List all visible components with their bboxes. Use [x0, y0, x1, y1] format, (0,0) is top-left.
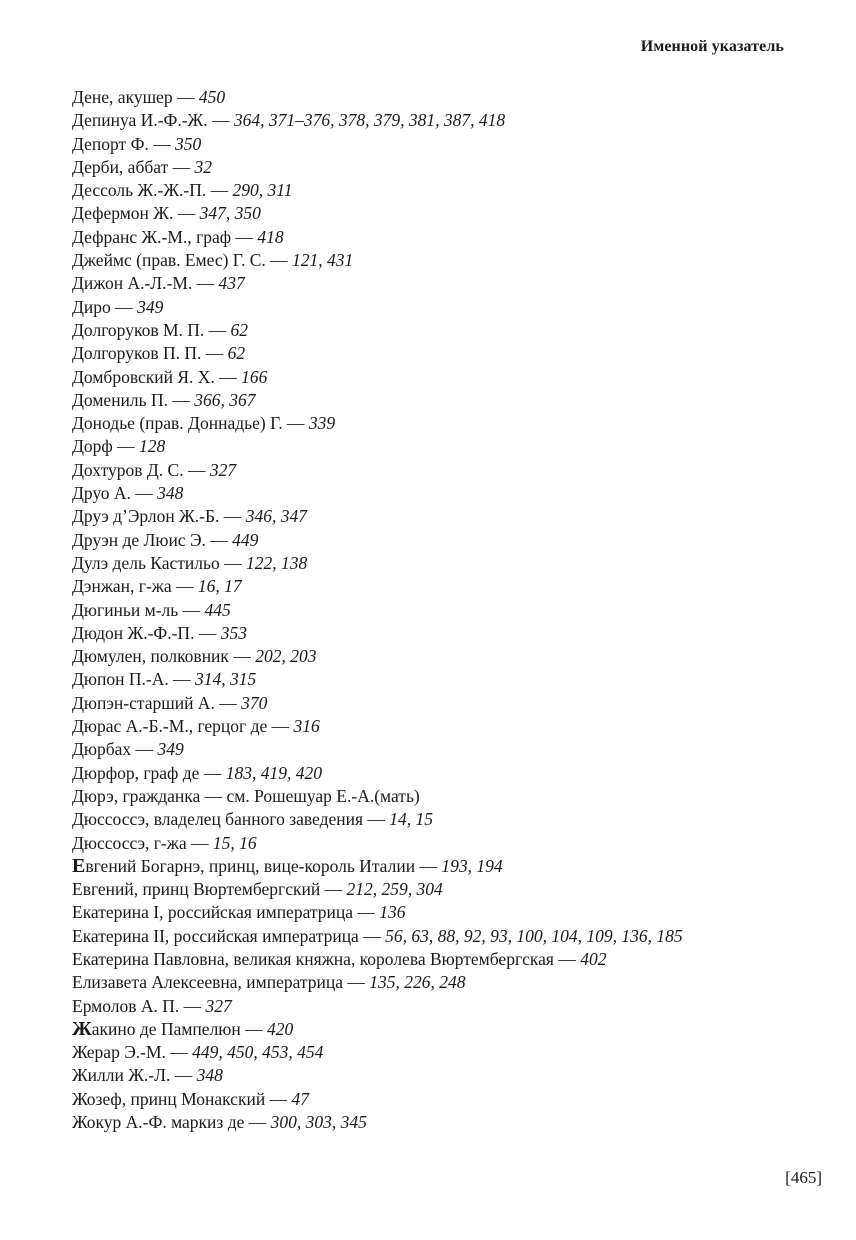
index-entry: [72, 86, 802, 109]
entry-pages: 32: [194, 156, 212, 177]
entry-pages: 402: [580, 948, 607, 969]
entry-pages: 16, 17: [197, 576, 242, 597]
index-entry: [72, 971, 802, 994]
index-entry: [72, 133, 802, 156]
index-entry: [72, 738, 802, 761]
index-entry: [72, 482, 802, 505]
entry-name: Ермолов А. П. —: [72, 995, 206, 1016]
entry-pages: 193, 194: [441, 855, 503, 876]
entry-pages: 62: [230, 319, 249, 340]
entry-name: Домениль П. —: [72, 389, 195, 410]
entry-pages: 202, 203: [255, 646, 317, 667]
index-entry: [72, 1111, 802, 1134]
entry-name: Жозеф, принц Монакский —: [72, 1088, 292, 1109]
index-entry: [72, 668, 802, 691]
entry-name: Дюгиньи м-ль —: [72, 599, 205, 620]
entry-name: Дюдон Ж.-Ф.-П. —: [72, 622, 221, 643]
running-head: Именной указатель: [640, 38, 784, 55]
entry-name: Джеймс (прав. Емес) Г. С. —: [72, 250, 292, 271]
entry-pages: 348: [196, 1065, 223, 1086]
index-entry: [72, 202, 802, 225]
entry-name: Друо А. —: [72, 483, 158, 504]
entry-pages: 370: [241, 692, 268, 713]
entry-name: Долгоруков П. П. —: [72, 343, 228, 364]
entry-pages: 348: [157, 483, 184, 504]
entry-drop-initial: Е: [72, 854, 86, 877]
entry-pages: 122, 138: [246, 552, 308, 573]
index-entry: [72, 878, 802, 901]
index-entry: [72, 319, 802, 342]
index-entry: [72, 552, 802, 575]
entry-pages: 449, 450, 453, 454: [192, 1042, 324, 1063]
index-entry: [72, 901, 802, 924]
entry-pages: 135, 226, 248: [369, 972, 466, 993]
entry-name: вгений Богарнэ, принц, вице-король Италии —: [85, 855, 442, 876]
entry-name: Жилли Ж.-Л. —: [72, 1065, 197, 1086]
index-entry: [72, 1018, 802, 1041]
entry-pages: 418: [257, 226, 284, 247]
entry-pages: 347, 350: [199, 203, 261, 224]
entry-name: Дорф —: [72, 436, 140, 457]
index-entry: [72, 762, 802, 785]
entry-pages: 290, 311: [232, 180, 293, 201]
index-entry: [72, 995, 802, 1018]
entry-pages: 346, 347: [245, 506, 307, 527]
entry-pages: 14, 15: [389, 809, 434, 830]
index-entry: [72, 342, 802, 365]
entry-pages: 183, 419, 420: [225, 762, 322, 783]
index-entry: [72, 715, 802, 738]
entry-name: Екатерина I, российская императрица —: [72, 902, 380, 923]
entry-name: Дюпэн-старший А. —: [72, 692, 242, 713]
entry-name: Екатерина II, российская императрица —: [72, 925, 386, 946]
entry-pages: 15, 16: [212, 832, 257, 853]
entry-name: Дюрас А.-Б.-М., герцог де —: [72, 716, 294, 737]
entry-name: Дэнжан, г-жа —: [72, 576, 198, 597]
entry-name: Дюссоссэ, г-жа —: [72, 832, 213, 853]
entry-pages: 56, 63, 88, 92, 93, 100, 104, 109, 136, 185: [385, 925, 683, 946]
index-entry: [72, 226, 802, 249]
entry-pages: 47: [291, 1088, 309, 1109]
entry-name: Депорт Ф. —: [72, 133, 176, 154]
entry-name: Дулэ дель Кастильо —: [72, 552, 247, 573]
entry-name: Дохтуров Д. С. —: [72, 459, 210, 480]
entry-pages: 327: [209, 459, 237, 480]
entry-name: Донодье (прав. Доннадье) Г. —: [72, 413, 309, 434]
entry-name: Жерар Э.-М. —: [72, 1042, 193, 1063]
entry-pages: 121, 431: [292, 250, 354, 271]
index-entry: [72, 948, 802, 971]
entry-pages: 437: [218, 273, 245, 294]
index-entry: [72, 296, 802, 319]
index-entry: [72, 785, 802, 808]
entry-pages: 364, 371–376, 378, 379, 381, 387, 418: [233, 110, 506, 131]
entry-name: Дюрэ, гражданка — см. Рошешуар Е.-А.(мать): [72, 785, 420, 806]
entry-pages: 420: [267, 1018, 294, 1039]
entry-name: Екатерина Павловна, великая княжна, королева Вюртембергская —: [72, 948, 581, 969]
entry-pages: 449: [232, 529, 259, 550]
entry-pages: 136: [379, 902, 406, 923]
entry-name: Депинуа И.-Ф.-Ж. —: [72, 110, 234, 131]
entry-name: Дерби, аббат —: [72, 156, 195, 177]
entry-pages: 166: [241, 366, 268, 387]
entry-pages: 327: [205, 995, 232, 1016]
index-entry: [72, 272, 802, 295]
entry-name: Дюссоссэ, владелец банного заведения —: [72, 809, 390, 830]
index-entry: [72, 412, 802, 435]
entry-pages: 314, 315: [194, 669, 257, 690]
entry-name: Дессоль Ж.-Ж.-П. —: [72, 180, 233, 201]
entry-name: Дюмулен, полковник —: [72, 646, 256, 667]
index-entry: [72, 575, 802, 598]
index-entry: [72, 156, 802, 179]
index-entry: [72, 855, 802, 878]
entry-pages: 212, 259, 304: [346, 879, 443, 900]
entry-pages: 445: [204, 599, 231, 620]
index-entry: [72, 529, 802, 552]
entry-name: Долгоруков М. П. —: [72, 319, 231, 340]
page-number: [465]: [785, 1168, 822, 1187]
entry-name: Домбровский Я. Х. —: [72, 366, 242, 387]
index-entry: [72, 109, 802, 132]
entry-pages: 349: [137, 296, 164, 317]
entry-pages: 339: [308, 413, 336, 434]
name-index-list: [72, 86, 802, 1134]
entry-name: Друэ д’Эрлон Ж.-Б. —: [72, 506, 246, 527]
index-entry: [72, 389, 802, 412]
index-entry: [72, 179, 802, 202]
index-entry: [72, 832, 802, 855]
index-entry: [72, 366, 802, 389]
entry-pages: 366, 367: [194, 389, 256, 410]
index-entry: [72, 925, 802, 948]
entry-pages: 62: [227, 343, 246, 364]
entry-pages: 353: [220, 622, 247, 643]
index-entry: [72, 808, 802, 831]
entry-name: Дюпон П.-А. —: [72, 669, 195, 690]
entry-name: Дижон А.-Л.-М. —: [72, 273, 219, 294]
entry-name: Дюрфор, граф де —: [72, 762, 226, 783]
entry-pages: 300, 303, 345: [270, 1112, 367, 1133]
index-entry: [72, 622, 802, 645]
entry-pages: 450: [198, 87, 226, 107]
entry-name: Диро —: [72, 296, 138, 317]
entry-pages: 349: [157, 739, 184, 760]
index-entry: [72, 1088, 802, 1111]
index-entry: [72, 249, 802, 272]
entry-pages: 350: [175, 133, 202, 154]
entry-name: акино де Пампелюн —: [91, 1018, 267, 1039]
entry-pages: 316: [293, 716, 320, 737]
entry-pages: 128: [139, 436, 166, 457]
entry-name: Дефранс Ж.-М., граф —: [72, 226, 258, 247]
entry-name: Жокур А.-Ф. маркиз де —: [72, 1112, 271, 1133]
entry-name: Дюрбах —: [72, 739, 158, 760]
index-entry: [72, 459, 802, 482]
index-entry: [72, 645, 802, 668]
entry-name: Евгений, принц Вюртембергский —: [72, 879, 347, 900]
entry-name: Елизавета Алексеевна, императрица —: [72, 972, 370, 993]
index-entry: [72, 435, 802, 458]
index-entry: [72, 1064, 802, 1087]
index-entry: [72, 599, 802, 622]
index-entry: [72, 1041, 802, 1064]
entry-name: Друэн де Люис Э. —: [72, 529, 233, 550]
index-entry: [72, 505, 802, 528]
entry-name: Дене, акушер —: [72, 87, 199, 107]
entry-drop-initial: Ж: [72, 1017, 92, 1040]
index-entry: [72, 692, 802, 715]
entry-name: Дефермон Ж. —: [72, 203, 200, 224]
